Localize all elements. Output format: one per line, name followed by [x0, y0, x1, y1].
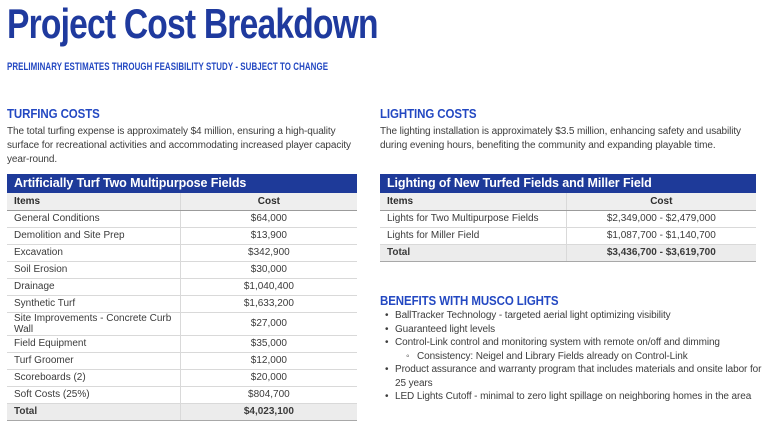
benefit-item: • Guaranteed light levels — [380, 323, 762, 337]
lighting-description: The lighting installation is approximately $3.5 million, enhancing safety and usability during evening hours, benefiting the community and expanding playable time. — [380, 126, 741, 151]
cost-cell: $12,000 — [180, 352, 357, 369]
table-row — [7, 335, 357, 352]
total-label-cell: Total — [7, 403, 180, 420]
table-row — [7, 210, 357, 227]
table-header-row — [380, 193, 756, 210]
table-row — [7, 369, 357, 386]
turfing-section — [7, 107, 359, 167]
benefits-list — [380, 309, 762, 404]
table-row — [7, 386, 357, 403]
total-cost-cell: $3,436,700 - $3,619,700 — [566, 244, 756, 261]
item-cell: Lights for Miller Field — [380, 227, 566, 244]
benefit-item: • BallTracker Technology - targeted aerial light optimizing visibility — [380, 309, 762, 323]
turfing-table — [7, 193, 357, 421]
cost-cell: $27,000 — [180, 312, 357, 335]
table-row — [7, 295, 357, 312]
table-row — [7, 278, 357, 295]
column-header-cost: Cost — [180, 193, 357, 210]
table-row — [7, 227, 357, 244]
lighting-heading: LIGHTING COSTS — [380, 107, 477, 121]
cost-cell: $35,000 — [180, 335, 357, 352]
benefit-item: • Product assurance and warranty program that includes materials and onsite labor for 25 years — [380, 363, 762, 390]
cost-cell: $1,040,400 — [180, 278, 357, 295]
table-total-row — [7, 403, 357, 420]
table-row — [7, 244, 357, 261]
benefit-subitem: ◦ Consistency: Neigel and Library Fields already on Control-Link — [380, 350, 762, 364]
lighting-cost-table — [380, 174, 756, 262]
table-header-row — [7, 193, 357, 210]
item-cell: Site Improvements - Concrete Curb Wall — [7, 312, 180, 335]
cost-cell: $804,700 — [180, 386, 357, 403]
benefit-item: • LED Lights Cutoff - minimal to zero light spillage on neighboring homes in the area — [380, 390, 762, 404]
table-row — [380, 210, 756, 227]
item-cell: Turf Groomer — [7, 352, 180, 369]
item-cell: Lights for Two Multipurpose Fields — [380, 210, 566, 227]
cost-cell: $13,900 — [180, 227, 357, 244]
cost-cell: $2,349,000 - $2,479,000 — [566, 210, 756, 227]
item-cell: Field Equipment — [7, 335, 180, 352]
lighting-table-title: Lighting of New Turfed Fields and Miller Field — [380, 174, 756, 193]
item-cell: Excavation — [7, 244, 180, 261]
table-row — [7, 261, 357, 278]
page-subtitle: PRELIMINARY ESTIMATES THROUGH FEASIBILITY STUDY - SUBJECT TO CHANGE — [7, 61, 329, 73]
cost-cell: $1,633,200 — [180, 295, 357, 312]
item-cell: Soft Costs (25%) — [7, 386, 180, 403]
item-cell: General Conditions — [7, 210, 180, 227]
total-label-cell: Total — [380, 244, 566, 261]
lighting-table — [380, 193, 756, 262]
column-header-items: Items — [7, 193, 180, 210]
turfing-heading: TURFING COSTS — [7, 107, 100, 121]
column-header-cost: Cost — [566, 193, 756, 210]
turfing-description: The total turfing expense is approximately $4 million, ensuring a high-quality surface for recreational activities and accommodating increased player capacity year-round. — [7, 126, 351, 165]
item-cell: Demolition and Site Prep — [7, 227, 180, 244]
cost-cell: $1,087,700 - $1,140,700 — [566, 227, 756, 244]
item-cell: Soil Erosion — [7, 261, 180, 278]
lighting-section — [380, 107, 758, 153]
cost-cell: $64,000 — [180, 210, 357, 227]
table-total-row — [380, 244, 756, 261]
cost-cell: $342,900 — [180, 244, 357, 261]
benefits-heading: BENEFITS WITH MUSCO LIGHTS — [380, 294, 559, 308]
cost-cell: $20,000 — [180, 369, 357, 386]
cost-cell: $30,000 — [180, 261, 357, 278]
item-cell: Drainage — [7, 278, 180, 295]
page-title: Project Cost Breakdown — [7, 0, 378, 47]
item-cell: Scoreboards (2) — [7, 369, 180, 386]
benefit-item: • Control-Link control and monitoring system with remote on/off and dimming — [380, 336, 762, 350]
turfing-cost-table — [7, 174, 357, 421]
turfing-table-title: Artificially Turf Two Multipurpose Fields — [7, 174, 357, 193]
table-row — [380, 227, 756, 244]
item-cell: Synthetic Turf — [7, 295, 180, 312]
table-row — [7, 352, 357, 369]
total-cost-cell: $4,023,100 — [180, 403, 357, 420]
column-header-items: Items — [380, 193, 566, 210]
table-row — [7, 312, 357, 335]
